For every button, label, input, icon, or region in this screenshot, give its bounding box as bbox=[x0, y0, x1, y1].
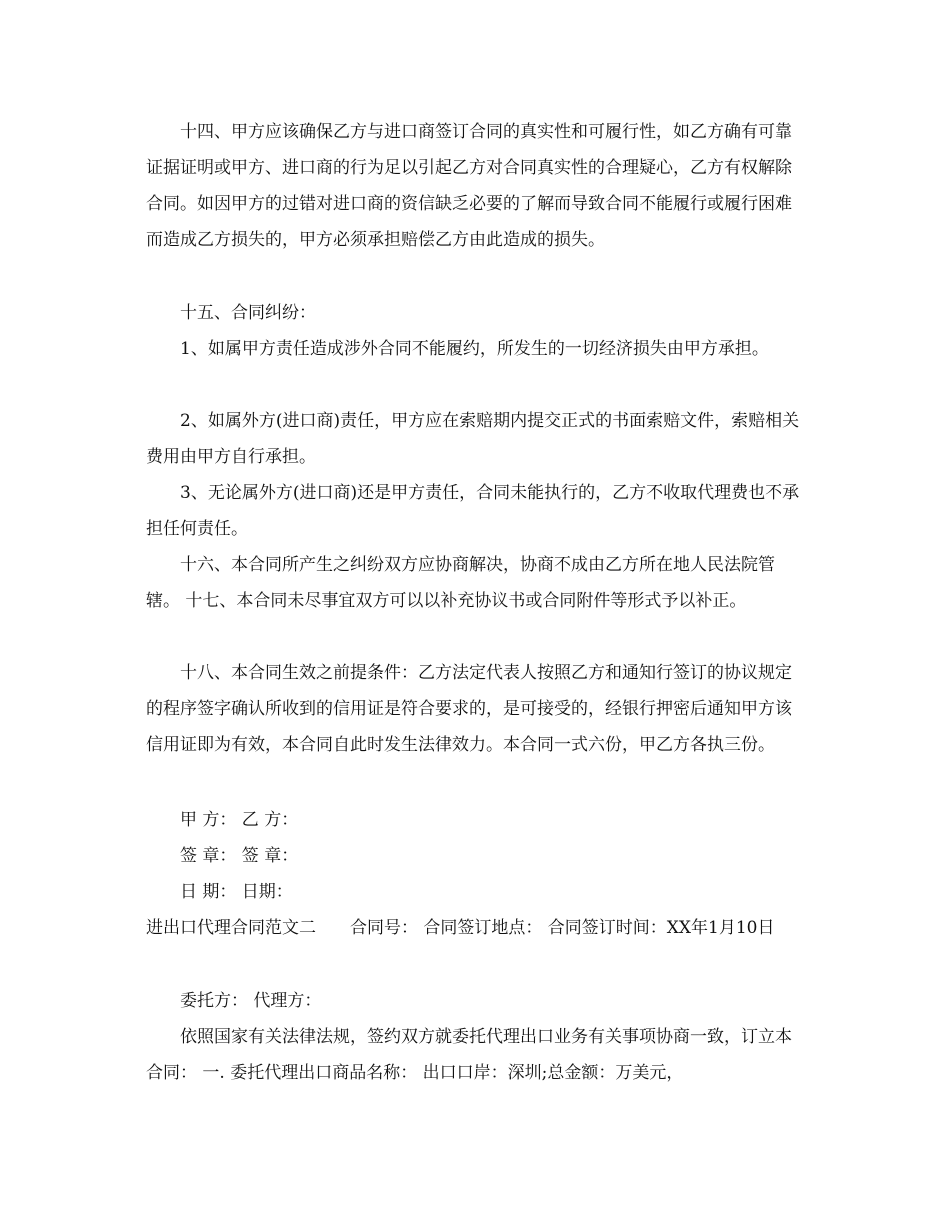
clause-15-item-3: 3、无论属外方(进口商)还是甲方责任，合同未能执行的，乙方不收取代理费也不承担任何责任。 bbox=[146, 483, 800, 539]
clause-18: 十八、本合同生效之前提条件：乙方法定代表人按照乙方和通知行签订的协议规定的程序签字确认所收到的信用证是符合要求的，是可接受的，经银行押密后通知甲方该信用证即为有效，本合同自此时发生法律效力。本合同一式六份，甲乙方各执三份。 bbox=[146, 663, 792, 755]
clause-14: 十四、甲方应该确保乙方与进口商签订合同的真实性和可履行性，如乙方确有可靠证据证明或甲方、进口商的行为足以引起乙方对合同真实性的合理疑心，乙方有权解除合同。如因甲方的过错对进口商的资信缺乏必要的了解而导致合同不能履行或履行困难而造成乙方损失的，甲方必须承担赔偿乙方由此造成的损失。 bbox=[146, 122, 792, 250]
parties-line: 甲 方： 乙 方： bbox=[180, 810, 299, 830]
contract-2-intro: 依照国家有关法律法规，签约双方就委托代理出口业务有关事项协商一致，订立本合同： 一. 委托代理出口商品名称： 出口口岸：深圳;总金额：万美元， bbox=[146, 1027, 792, 1083]
clause-15-item-1: 1、如属甲方责任造成涉外合同不能履约，所发生的一切经济损失由甲方承担。 bbox=[180, 339, 769, 359]
clause-15-heading: 十五、合同纠纷： bbox=[180, 303, 316, 323]
principal-agent-line: 委托方： 代理方： bbox=[180, 991, 322, 1011]
clause-15-item-2: 2、如属外方(进口商)责任，甲方应在索赔期内提交正式的书面索赔文件，索赔相关费用由甲方自行承担。 bbox=[146, 411, 800, 467]
contract-2-title: 进出口代理合同范文二 合同号： 合同签订地点： 合同签订时间：XX年1月10日 bbox=[146, 918, 775, 938]
clause-16-17: 十六、本合同所产生之纠纷双方应协商解决，协商不成由乙方所在地人民法院管辖。 十七、本合同未尽事宜双方可以以补充协议书或合同附件等形式予以补正。 bbox=[146, 555, 775, 611]
seals-line: 签 章： 签 章： bbox=[180, 846, 299, 866]
dates-line: 日 期： 日期： bbox=[180, 882, 293, 902]
